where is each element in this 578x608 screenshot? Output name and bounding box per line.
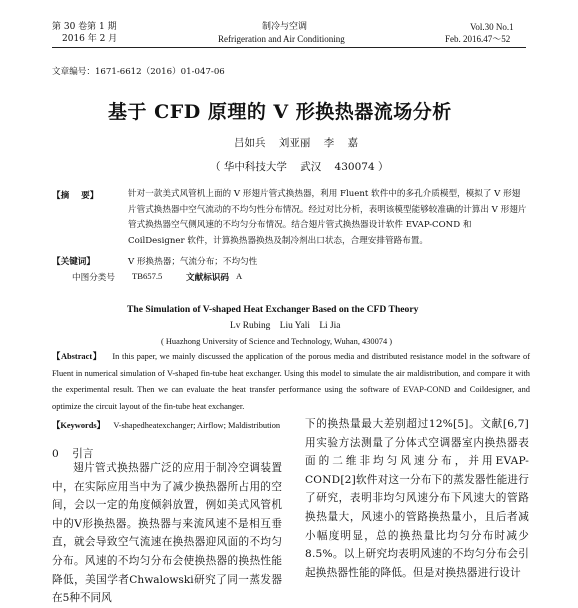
doc-code-value: A [236, 271, 243, 281]
journal-volume: 第 30 卷第 1 期 [52, 22, 117, 32]
header-rule [52, 47, 526, 48]
english-abstract-text: In this paper, we mainly discussed the application of the porous media and distributed resistance model in the software of Fluent in numerical simulation of V-shaped fin-tube heat exchanger. Using this model to simulate the air maldistribution, and compare it with the experimental result. Then we can evaluate the heat transfer performance using the software of EVAP-COND and Coildesigner, and optimize the circuit layout of the fin-tube heat exchanger. [52, 352, 530, 411]
doc-code-label: 文献标识码 [186, 273, 229, 283]
affiliation: （ 华中科技大学 武汉 430074 ） [210, 161, 389, 173]
article-id: 文章编号：1671-6612（2016）01-047-06 [52, 67, 225, 77]
journal-vol-en: Vol.30 No.1 [470, 22, 514, 32]
journal-pages: Feb. 2016.47～52 [445, 34, 511, 44]
english-authors: Lv Rubing Liu Yali Li Jia [230, 321, 341, 331]
section-heading: 0 引言 [52, 448, 94, 460]
english-affiliation: ( Huazhong University of Science and Technology, Wuhan, 430074 ) [161, 337, 393, 346]
journal-name: 制冷与空调 [262, 22, 308, 32]
journal-name-en: Refrigeration and Air Conditioning [218, 34, 345, 44]
classification-value: TB657.5 [132, 271, 163, 281]
english-abstract-label: 【Abstract】 [52, 352, 102, 361]
paper-title: 基于 CFD 原理的 V 形换热器流场分析 [108, 101, 452, 123]
english-abstract [52, 349, 530, 415]
english-keywords [52, 419, 280, 431]
english-title: The Simulation of V-shaped Heat Exchanger Based on the CFD Theory [127, 304, 419, 315]
authors: 吕如兵 刘亚丽 李 嘉 [234, 137, 359, 149]
journal-date: 2016 年 2 月 [62, 34, 118, 44]
english-keywords-label: 【Keywords】 [52, 421, 106, 430]
abstract-cn-label: 【摘 要】 [52, 191, 99, 201]
body-right-column: 下的换热量最大差别超过12%[5]。文献[6,7]用实验方法测量了分体式空调器室内换热器表面的二维非均匀风速分布，并用EVAP-COND[2]软件对这一分布下的蒸发器性能进行了研究，表明非均匀风速分布下风速大的管路换热量大，风速小的管路换热量小，且后者减小幅度明显，总的换热量比均匀分布时减少8.5%。以上研究均表明风速的不均匀分布会引起换热器性能的降低。但是对换热器进行设计 [305, 418, 529, 579]
keywords-cn-text: V 形换热器；气流分布；不均匀性 [128, 257, 258, 267]
keywords-cn-label: 【关键词】 [52, 257, 95, 267]
abstract-cn-text: 针对一款美式风管机上面的 V 形翅片管式换热器，利用 Fluent 软件中的多孔介质模型，模拟了 V 形翅片管式换热器中空气流动的不均匀性分布情况。经过对比分析，表明该模型能够较准确的计算出 V 形翅片管式换热器空气侧风速的不均匀分布情况。结合翅片管式换热器设计软件 EVAP-COND 和 CoilDesigner 软件，计算换热器换热及制冷剂出口状态，合理安排管路布置。 [128, 189, 527, 246]
classification-label: 中图分类号 [72, 273, 115, 283]
english-keywords-text: V-shapedheatexchanger; Airflow; Maldistribution [113, 421, 281, 430]
body-left-column: 翅片管式换热器广泛的应用于制冷空调装置中，在实际应用当中为了减少换热器所占用的空间，会以一定的角度倾斜放置，例如美式风管机中的V形换热器。换热器与来流风速不是相互垂直，就会导致空气流速在换热器迎风面的不均匀分布。风速的不均匀分布会使换热器的换热性能降低，美国学者Chwalowski研究了同一蒸发器在5种不同风 [52, 462, 282, 605]
